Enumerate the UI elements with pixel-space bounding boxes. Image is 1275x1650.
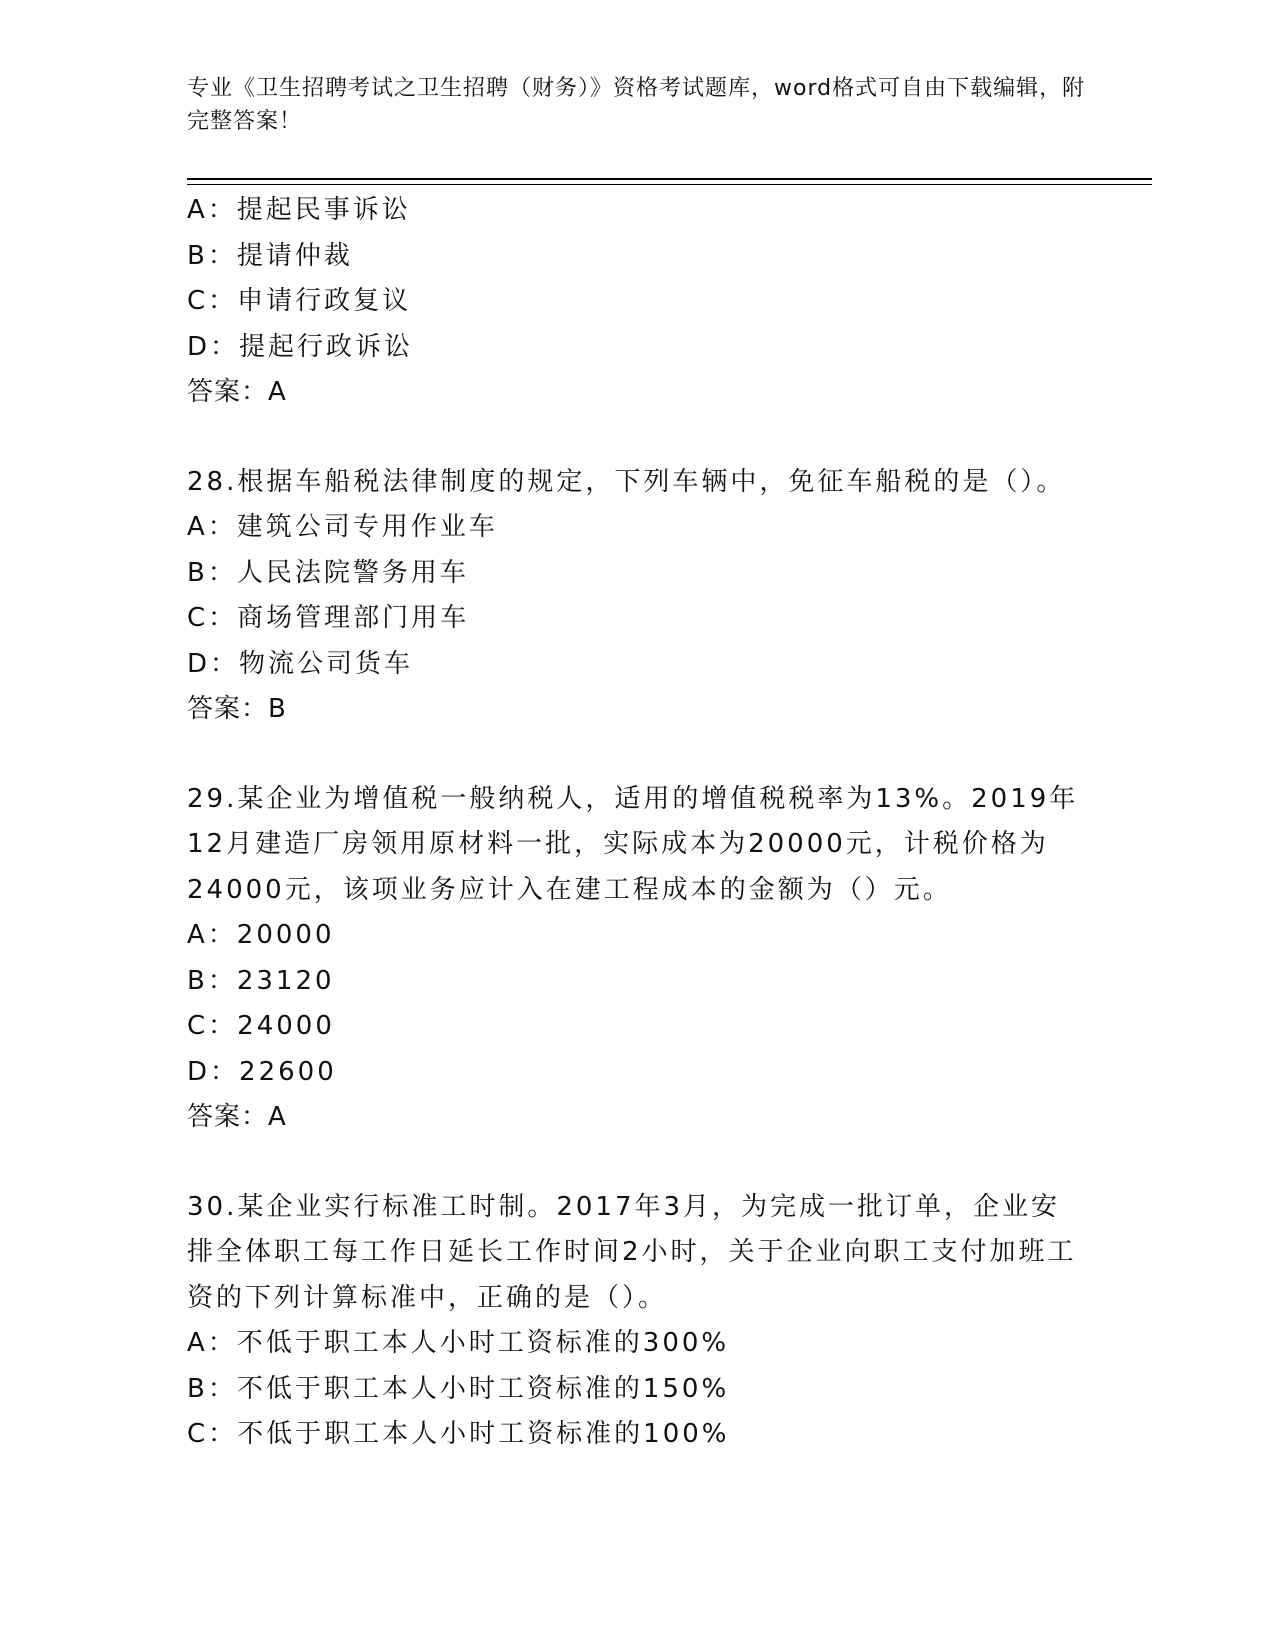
question-text: 30.某企业实行标准工时制。2017年3月，为完成一批订单，企业安排全体职工每工作日延长工作时间2小时，关于企业向职工支付加班工资的下列计算标准中，正确的是（）。 [187,1191,1077,1313]
answer: 答案：A [187,377,287,407]
question-text: 29.某企业为增值税一般纳税人，适用的增值税税率为13%。2019年12月建造厂房领用原材料一批，实际成本为20000元，计税价格为24000元，该项业务应计入在建工程成本的金额为（）元。 [187,783,1079,905]
question-27-continuation [187,188,1087,416]
option-b: B：23120 [187,965,335,996]
option-c: C：申请行政复议 [187,286,412,316]
option-a: A：建筑公司专用作业车 [187,512,498,542]
option-c: C：不低于职工本人小时工资标准的100% [187,1419,730,1449]
question-29 [187,777,1087,1141]
option-b: B：提请仲裁 [187,240,353,271]
option-c: C：商场管理部门用车 [187,603,470,633]
header-rule-thick [187,178,1152,180]
option-d: D：22600 [187,1056,337,1087]
answer: 答案：B [187,694,287,724]
option-b: B：人民法院警务用车 [187,557,469,588]
option-d: D：物流公司货车 [187,648,414,679]
option-d: D：提起行政诉讼 [187,331,414,362]
option-a: A：不低于职工本人小时工资标准的300% [187,1328,730,1358]
question-text: 28.根据车船税法律制度的规定，下列车辆中，免征车船税的是（）。 [187,466,1066,497]
option-b: B：不低于职工本人小时工资标准的150% [187,1373,730,1404]
option-c: C：24000 [187,1011,335,1041]
header-rule-thin [187,184,1152,185]
document-header: 专业《卫生招聘考试之卫生招聘（财务）》资格考试题库，word格式可自由下载编辑，附完整答案！ [187,76,1086,134]
option-a: A：提起民事诉讼 [187,195,411,225]
answer: 答案：A [187,1102,287,1132]
question-28 [187,460,1087,733]
option-a: A：20000 [187,920,335,950]
question-content [187,188,1087,1458]
question-30 [187,1185,1087,1458]
